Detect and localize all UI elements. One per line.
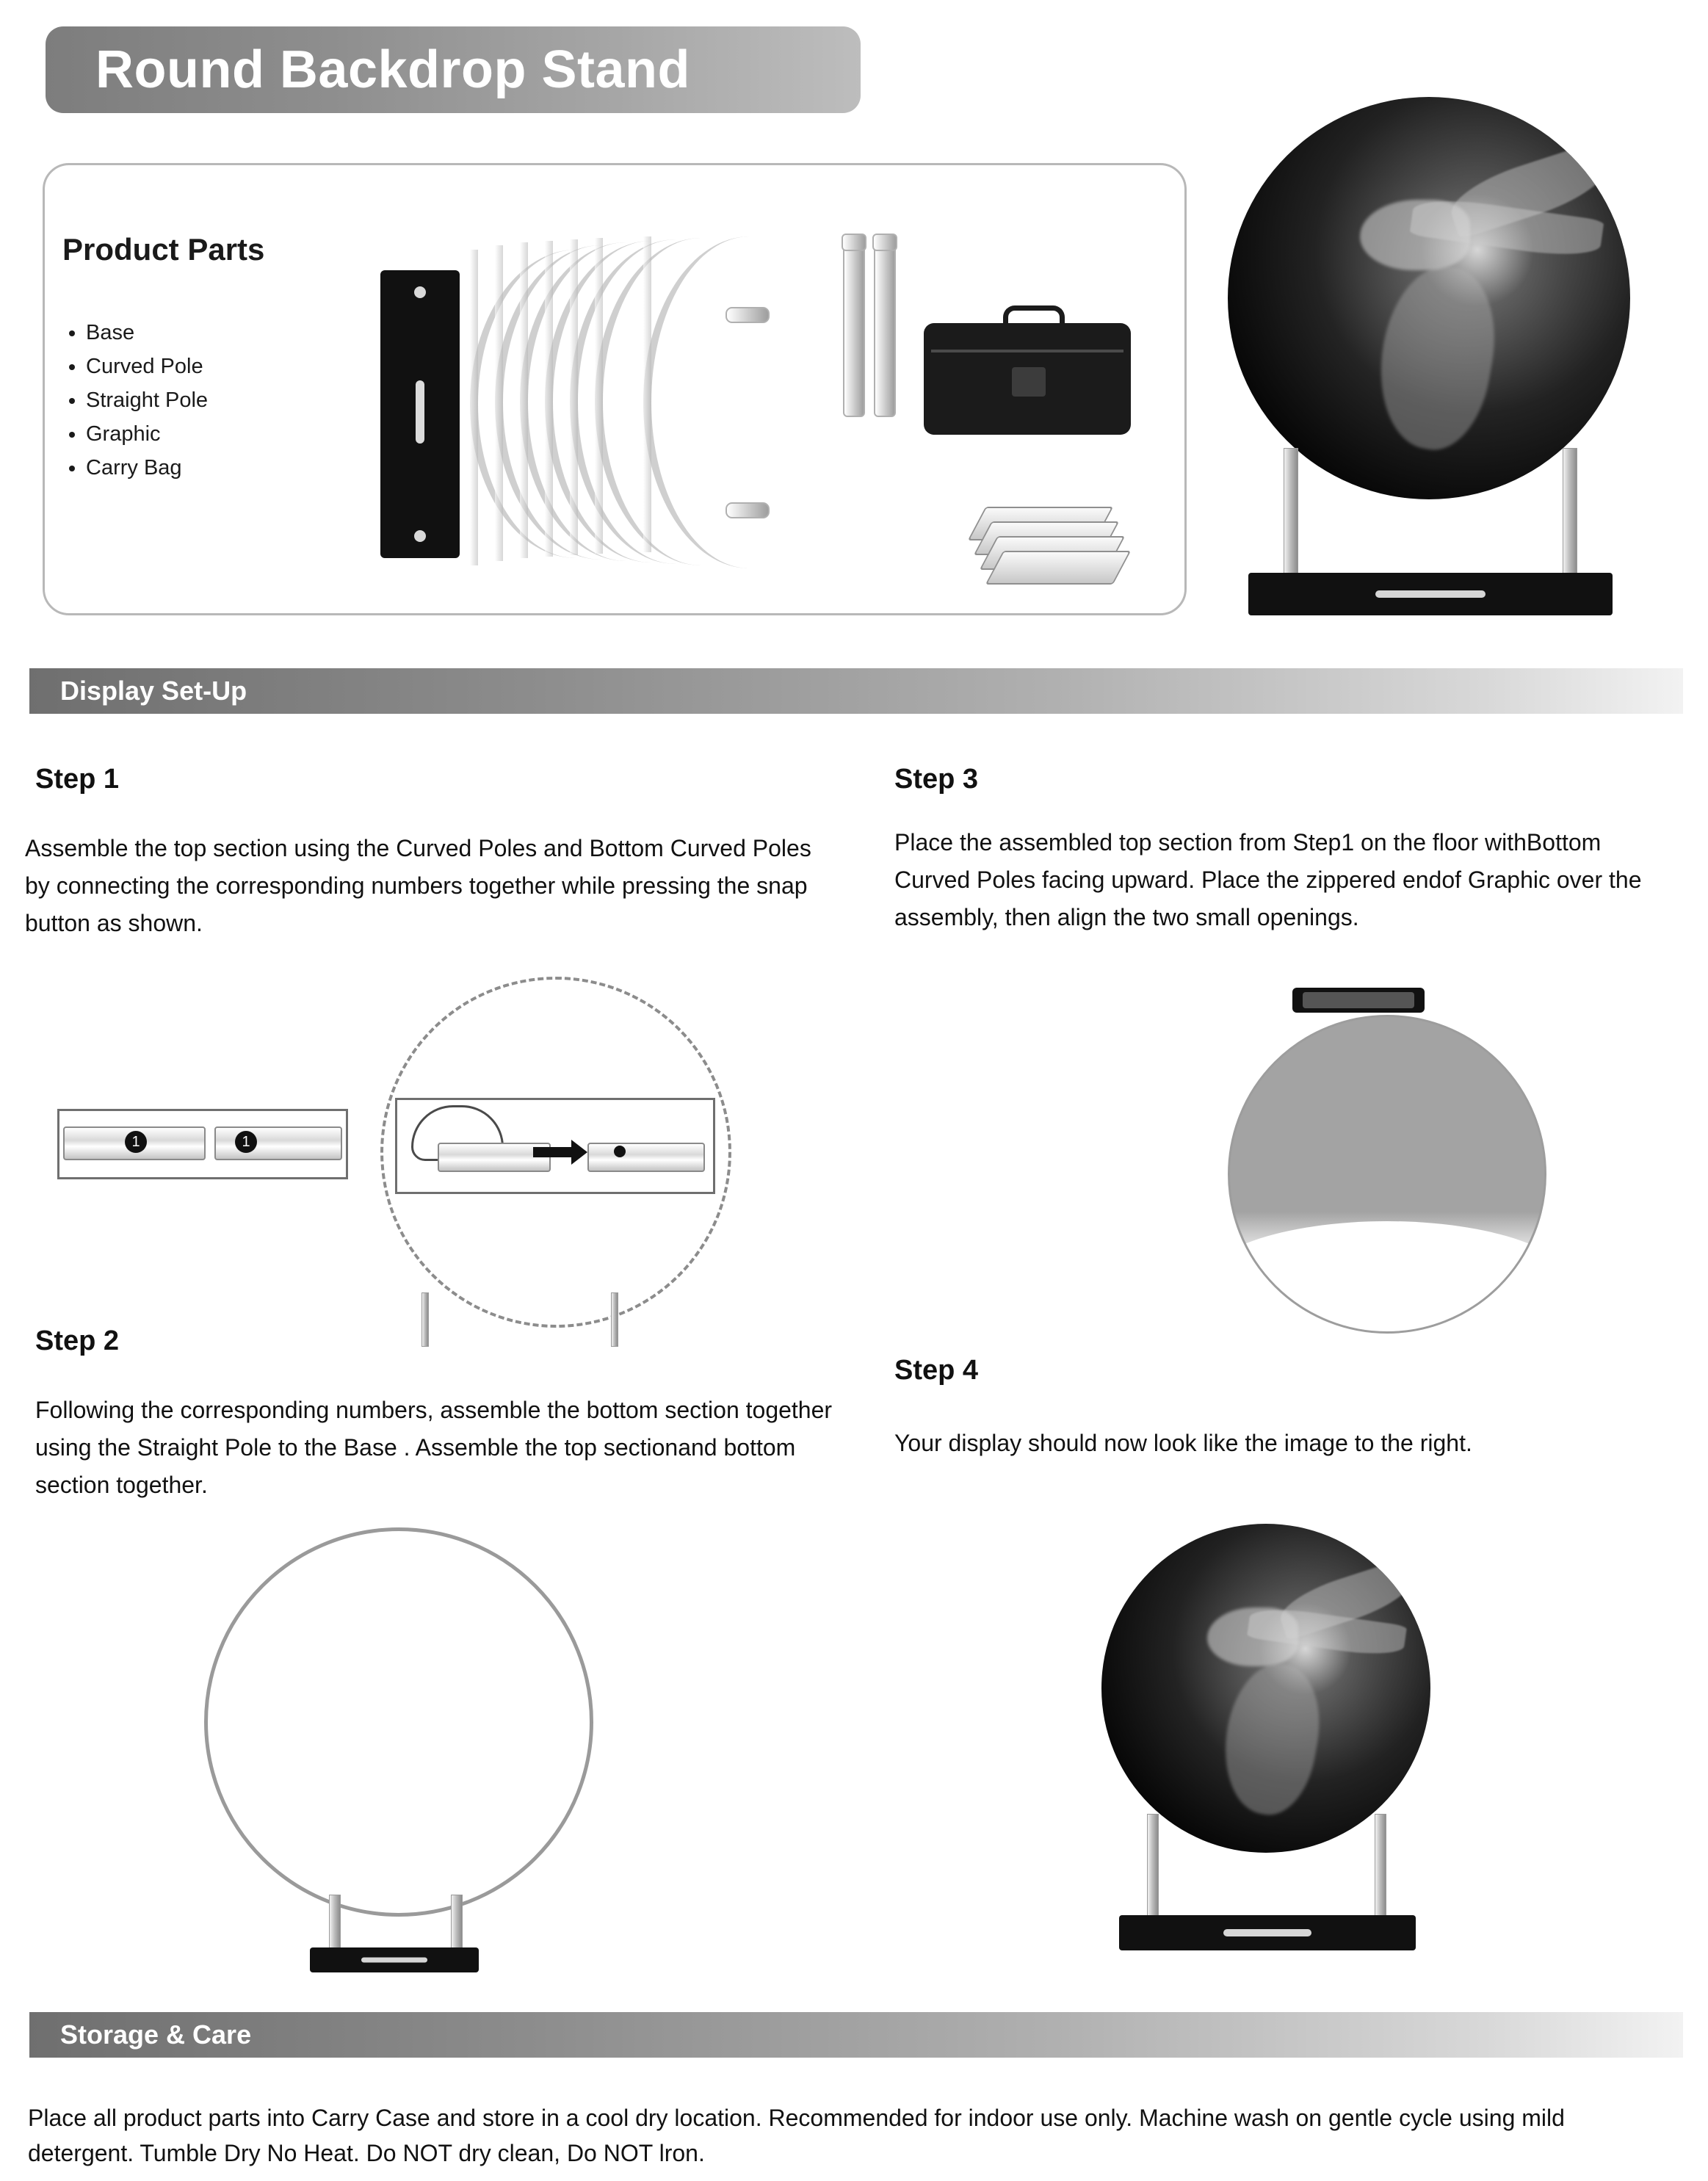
- step-4-base: [1119, 1915, 1416, 1950]
- base-hole-icon: [414, 530, 426, 542]
- step-3-body: Place the assembled top section from Step1 on the floor withBottom Curved Poles facing upward. Place the zippered endof Graphic over the assembly, then align the two small openings.: [894, 829, 1642, 930]
- straight-pole-cap: [842, 234, 866, 251]
- list-item: • Base: [86, 316, 208, 350]
- step-3-graphic-sleeve: [1228, 1015, 1546, 1334]
- step-3-title: Step 3: [894, 764, 979, 795]
- bag-logo-icon: [1012, 367, 1046, 397]
- pole-number-badge: 1: [235, 1131, 257, 1153]
- step-3-zipper-bar: [1292, 988, 1425, 1013]
- page-title-banner: [46, 26, 861, 113]
- step-4-finished-display-image: [1101, 1524, 1430, 1853]
- step-1-ring-leg-left: [421, 1292, 429, 1347]
- bag-zipper: [931, 350, 1123, 352]
- straight-pole-illustration: [874, 244, 896, 417]
- step-2-assembled-ring: [204, 1527, 593, 1917]
- list-item: • Carry Bag: [86, 451, 208, 485]
- base-slot: [416, 380, 424, 444]
- step-2-body: Following the corresponding numbers, assemble the bottom section together using the Straight Pole to the Base . Assemble the top sectionand bottom section together.: [35, 1397, 833, 1498]
- step-4-leg-left: [1147, 1814, 1159, 1924]
- curved-poles-illustration: [470, 236, 786, 574]
- step-2-base: [310, 1947, 479, 1972]
- step-4-leg-right: [1375, 1814, 1386, 1924]
- snap-button-icon: [614, 1146, 626, 1157]
- page-title: Round Backdrop Stand: [95, 40, 691, 99]
- base-hole-icon: [414, 286, 426, 298]
- step-2-title: Step 2: [35, 1325, 120, 1356]
- step-1-body: Assemble the top section using the Curved Poles and Bottom Curved Poles by connecting the corresponding numbers together while pressing the snap button as shown.: [25, 835, 811, 936]
- section-header-label: Display Set-Up: [60, 676, 247, 706]
- pole-number-badge: 1: [125, 1131, 147, 1153]
- step-4-title: Step 4: [894, 1355, 979, 1386]
- insert-direction-arrow-icon: [533, 1147, 571, 1157]
- pole-connector: [725, 307, 770, 323]
- step-1-title: Step 1: [35, 764, 120, 795]
- bag-handle: [1003, 305, 1065, 333]
- storage-care-text: Place all product parts into Carry Case and store in a cool dry location. Recommended for indoor use only. Machine wash on gentle cycle using mild detergent. Tumble Dry No Heat. Do NOT dry clean, Do NOT lron.: [28, 2105, 1565, 2166]
- straight-pole-illustration: [843, 244, 865, 417]
- product-parts-heading: Product Parts: [62, 232, 265, 267]
- list-item: • Graphic: [86, 417, 208, 451]
- folded-graphic-illustration: [977, 507, 1123, 587]
- step-1-ring-leg-right: [611, 1292, 618, 1347]
- pole-segment: [587, 1143, 705, 1172]
- section-header-storage-care: [29, 2012, 1683, 2058]
- carry-bag-illustration: [924, 323, 1131, 435]
- base-plate-illustration: [380, 270, 460, 558]
- straight-pole-cap: [872, 234, 897, 251]
- section-header-display-setup: [29, 668, 1683, 714]
- list-item: • Straight Pole: [86, 383, 208, 417]
- product-parts-list: [70, 316, 208, 485]
- step-4-body: Your display should now look like the image to the right.: [894, 1430, 1472, 1456]
- product-hero-image: [1228, 97, 1630, 499]
- stand-leg-right: [1563, 448, 1577, 583]
- stand-base: [1248, 573, 1613, 615]
- pole-segment: [214, 1126, 342, 1160]
- list-item: • Curved Pole: [86, 350, 208, 383]
- pole-connector: [725, 502, 770, 518]
- stand-leg-left: [1284, 448, 1298, 583]
- section-header-label: Storage & Care: [60, 2019, 252, 2050]
